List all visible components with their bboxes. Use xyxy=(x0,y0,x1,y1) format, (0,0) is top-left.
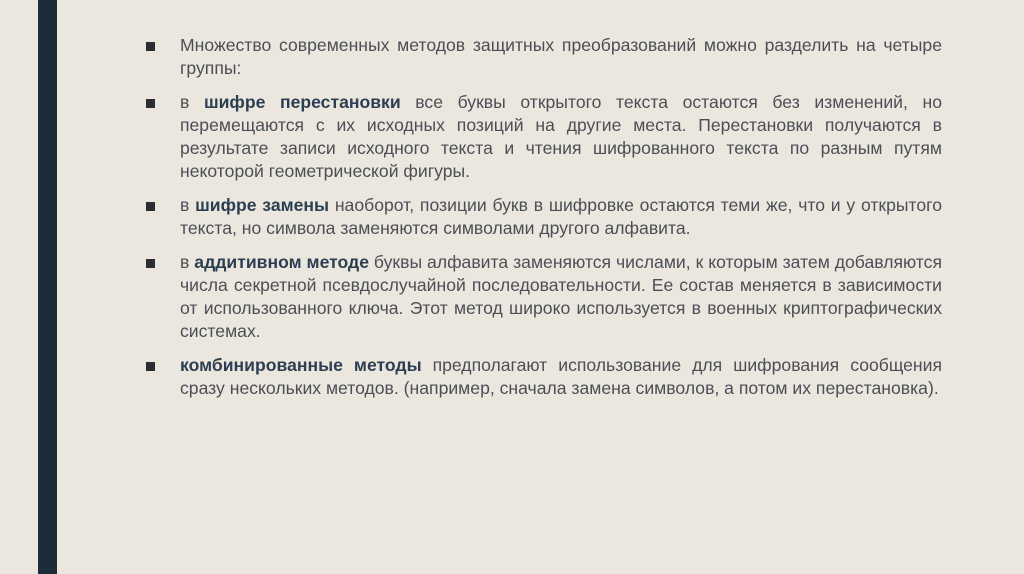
bullet-text-before: в xyxy=(180,195,196,215)
bullet-text xyxy=(180,251,942,343)
list-item xyxy=(146,194,942,240)
square-bullet-icon xyxy=(146,259,155,268)
square-bullet-icon xyxy=(146,362,155,371)
bullet-text-before: в xyxy=(180,92,204,112)
bullet-list xyxy=(146,34,942,411)
bullet-text-after: буквы алфавита заменяются числами, к которым затем добавляются числа секретной псевдослучайной последовательности. Ее состав меняется в зависимости от использованного ключа. Этот метод широко используется в военных криптографических системах. xyxy=(180,252,942,341)
bullet-text xyxy=(180,91,942,183)
square-bullet-icon xyxy=(146,42,155,51)
bullet-term: аддитивном методе xyxy=(194,252,369,272)
bullet-text-after: предполагают использование для шифрования сообщения сразу нескольких методов. (например, сначала замена символов, а потом их перестановка). xyxy=(180,355,942,398)
bullet-text xyxy=(180,34,942,80)
square-bullet-icon xyxy=(146,99,155,108)
list-item xyxy=(146,34,942,80)
bullet-text-after: все буквы открытого текста остаются без изменений, но перемещаются с их исходных позиций на другие места. Перестановки получаются в результате записи исходного текста и чтения шифрованного текста по разным путям некоторой геометрической фигуры. xyxy=(180,92,942,181)
bullet-term: комбинированные методы xyxy=(180,355,422,375)
side-accent-bar xyxy=(38,0,57,574)
square-bullet-icon xyxy=(146,202,155,211)
bullet-text-before: в xyxy=(180,252,195,272)
list-item xyxy=(146,354,942,400)
bullet-term: шифре перестановки xyxy=(203,92,401,112)
bullet-text-after: Множество современных методов защитных преобразований можно разделить на четыре группы: xyxy=(180,35,942,78)
list-item xyxy=(146,251,942,343)
bullet-text-after: наоборот, позиции букв в шифровке остаются теми же, что и у открытого текста, но символа заменяются символами другого алфавита. xyxy=(180,195,942,238)
bullet-text xyxy=(180,194,942,240)
bullet-term: шифре замены xyxy=(195,195,330,215)
list-item xyxy=(146,91,942,183)
bullet-text xyxy=(180,354,942,400)
